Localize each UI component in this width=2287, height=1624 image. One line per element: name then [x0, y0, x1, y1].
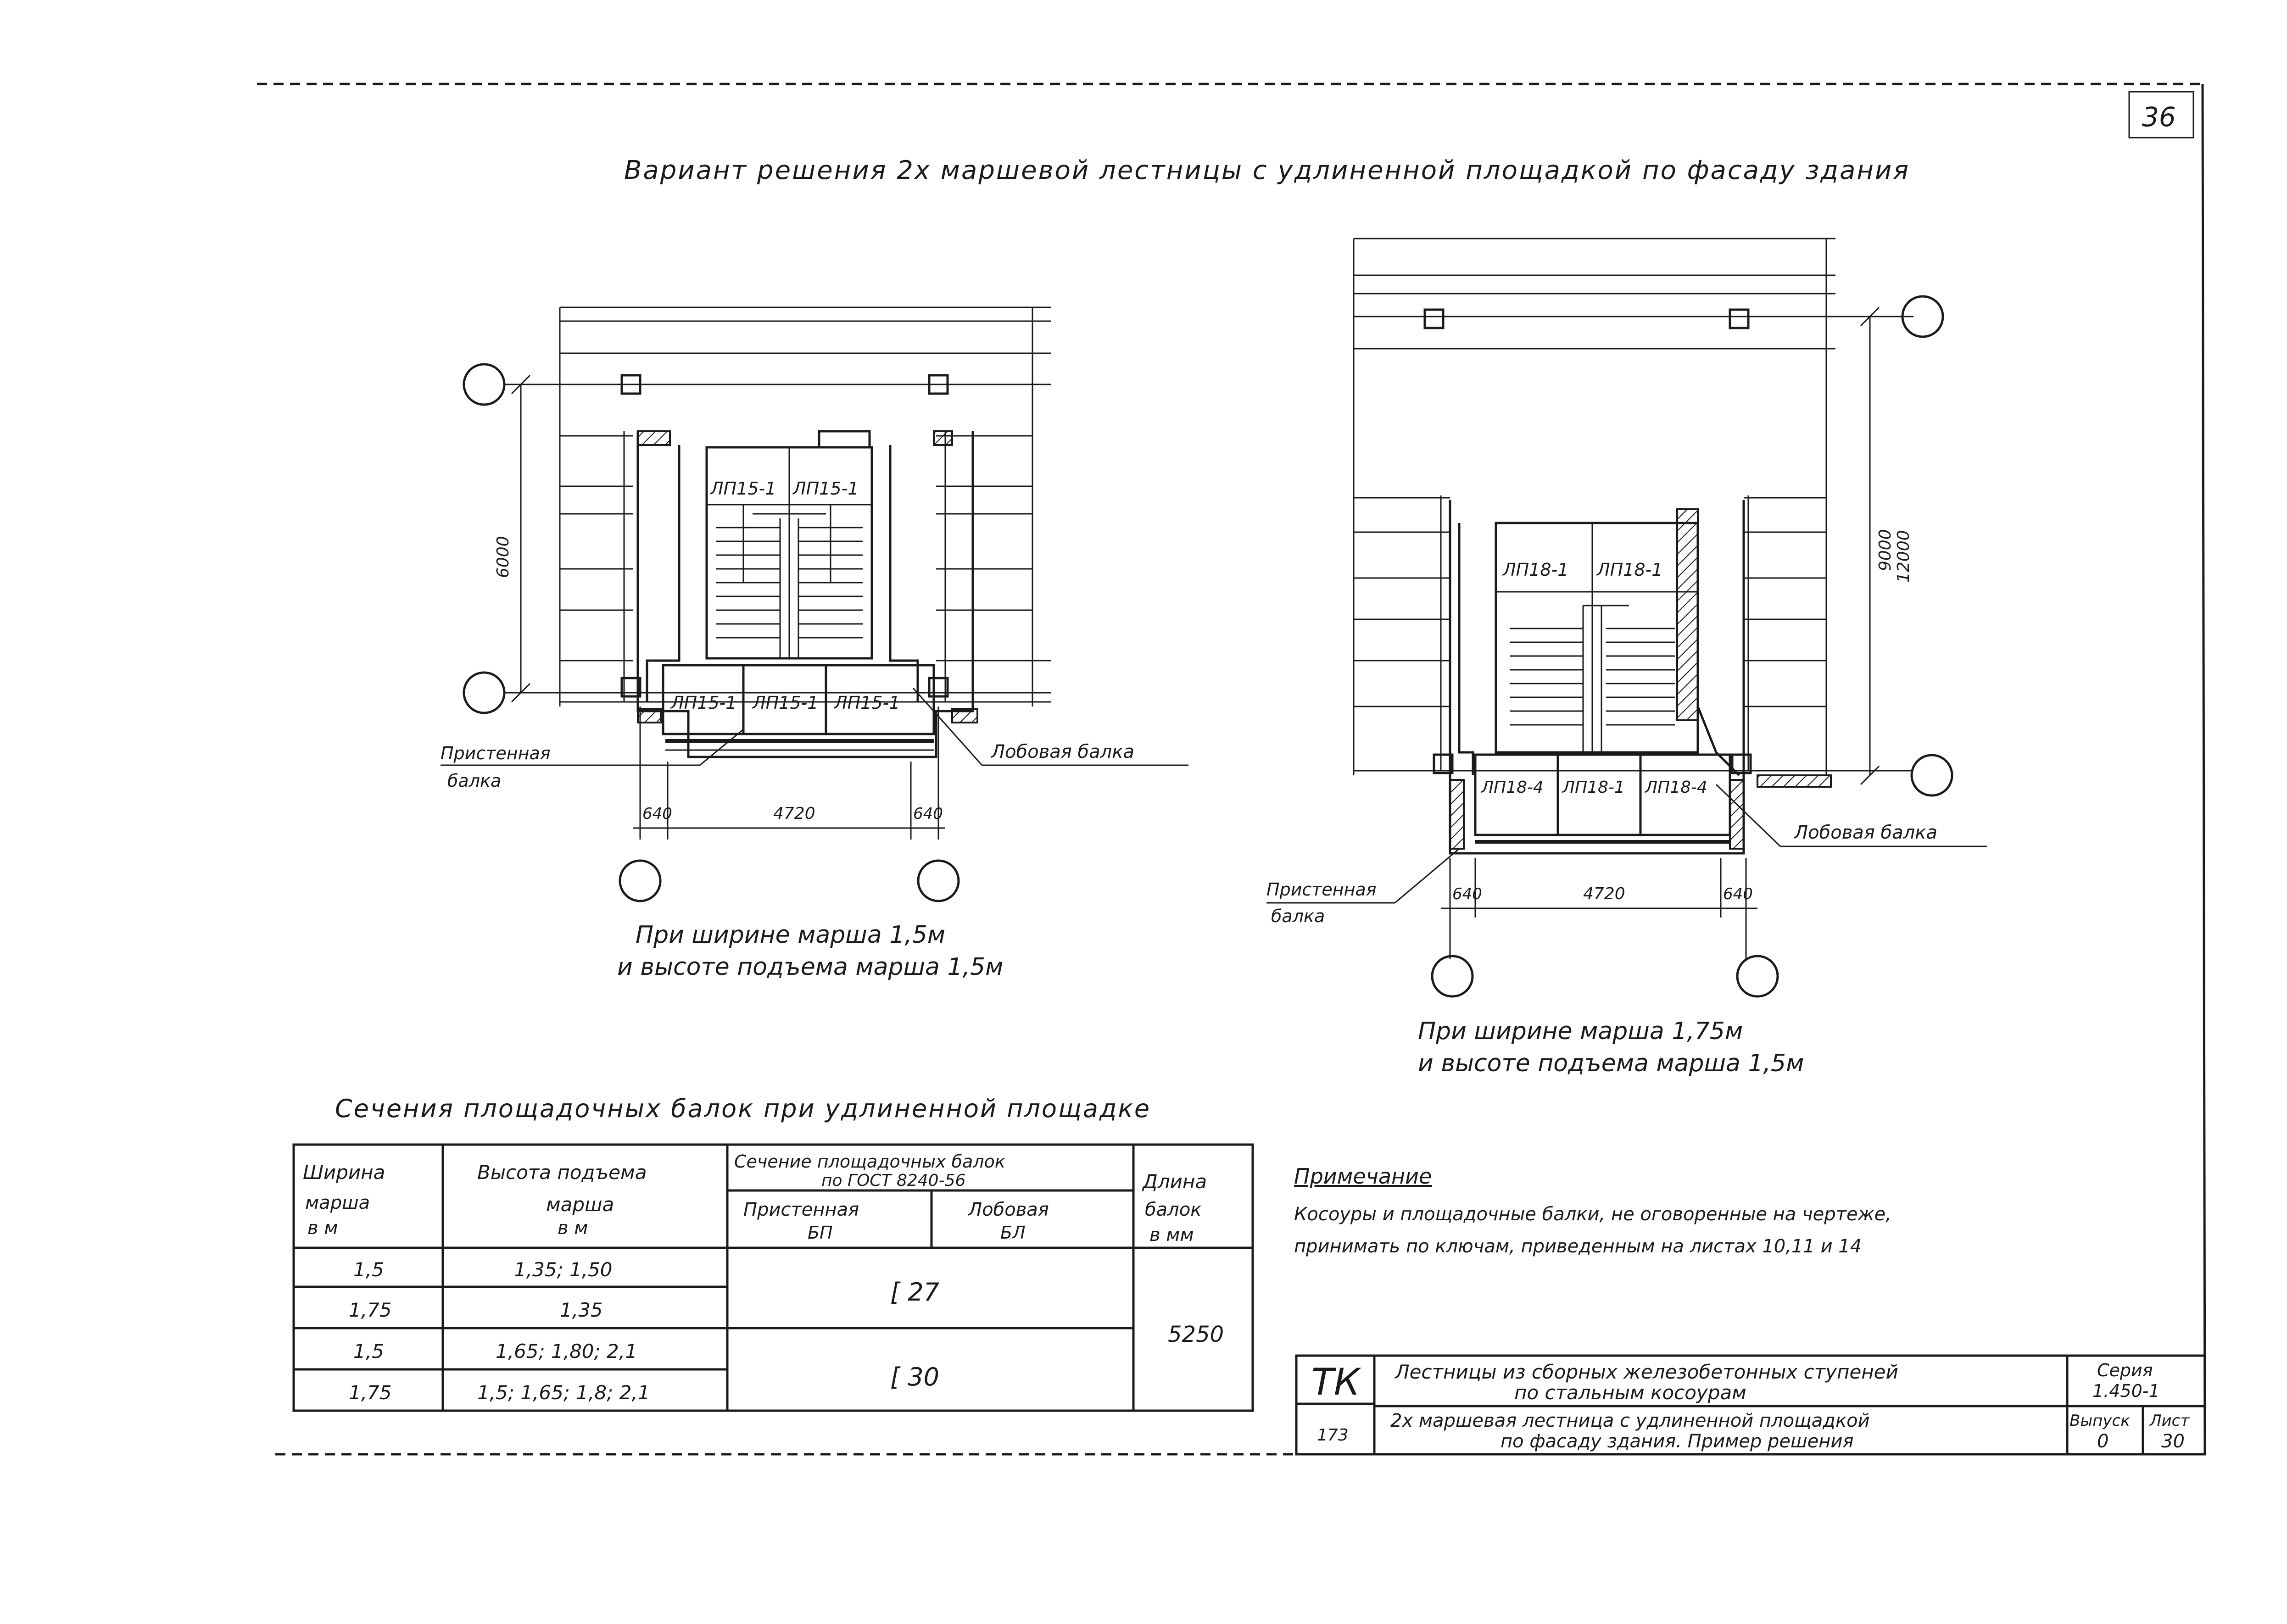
stamp-issue-value: 0: [2097, 1431, 2109, 1452]
wall-beam-label: Пристенная: [1266, 879, 1377, 900]
note-block: [1294, 1164, 1891, 1257]
panel-label: ЛП18-1: [1503, 560, 1569, 580]
dimension-right: 640: [1723, 885, 1753, 903]
dimension-left: 640: [1452, 885, 1482, 903]
panel-label: ЛП15-1: [710, 478, 776, 499]
stamp-issue-label: Выпуск: [2069, 1412, 2130, 1430]
stamp-series-value: 1.450-1: [2092, 1381, 2160, 1401]
beam-length: 5250: [1168, 1322, 1224, 1347]
dimension-right: 640: [913, 805, 943, 823]
stamp-description: по стальным косоурам: [1514, 1381, 1746, 1404]
stamp-sheet-value: 30: [2161, 1431, 2185, 1452]
header-length: в мм: [1149, 1224, 1194, 1246]
note-heading: Примечание: [1294, 1164, 1432, 1189]
beam-sections-table: [294, 1094, 1253, 1411]
header-front: Лобовая: [968, 1199, 1049, 1220]
table-cell-height: 1,5; 1,65; 1,8; 2,1: [477, 1381, 650, 1404]
panel-label: ЛП15-1: [753, 693, 819, 713]
table-cell-width: 1,5: [353, 1258, 384, 1281]
table-cell-width: 1,5: [353, 1340, 384, 1363]
header-height: в м: [558, 1218, 588, 1239]
stamp-description: 2х маршевая лестница с удлиненной площадкой: [1390, 1410, 1870, 1431]
wall-beam-label: балка: [447, 771, 502, 791]
right-plan-caption: и высоте подъема марша 1,5м: [1418, 1050, 1804, 1077]
panel-label: ЛП18-1: [1597, 560, 1663, 580]
header-height: марша: [546, 1193, 614, 1216]
header-front: БЛ: [1000, 1223, 1026, 1243]
stamp-org-code: 173: [1317, 1426, 1349, 1445]
header-section: Сечение площадочных балок: [734, 1151, 1005, 1172]
stamp-series-label: Серия: [2097, 1360, 2153, 1380]
left-plan-caption: При ширине марша 1,5м: [636, 921, 946, 949]
dimension-vertical-inner: 9000: [1876, 529, 1895, 571]
panel-label: ЛП18-4: [1645, 778, 1707, 797]
panel-label: ЛП18-4: [1481, 778, 1544, 797]
header-length: Длина: [1143, 1170, 1207, 1193]
front-beam-label: Лобовая балка: [991, 741, 1134, 762]
section-a: [ 27: [890, 1278, 939, 1307]
stamp-sheet-label: Лист: [2150, 1412, 2190, 1430]
dimension-vertical: 6000: [494, 536, 513, 578]
stamp-description: Лестницы из сборных железобетонных ступеней: [1395, 1361, 1898, 1383]
dimension-vertical-outer: 12000: [1894, 530, 1913, 583]
header-wall: Пристенная: [743, 1199, 859, 1220]
panel-label: ЛП15-1: [834, 693, 900, 713]
dimension-left: 640: [642, 805, 672, 823]
wall-beam-label: Пристенная: [441, 743, 551, 763]
header-section: по ГОСТ 8240-56: [821, 1171, 966, 1190]
note-text: Косоуры и площадочные балки, не оговоренные на чертеже,: [1294, 1204, 1891, 1225]
front-beam-label: Лобовая балка: [1794, 822, 1937, 843]
panel-label: ЛП15-1: [793, 478, 859, 499]
table-cell-height: 1,35; 1,50: [514, 1258, 613, 1281]
note-text: принимать по ключам, приведенным на листах 10,11 и 14: [1294, 1236, 1862, 1257]
header-wall: БП: [808, 1223, 833, 1243]
stamp-org: ТК: [1311, 1361, 1360, 1403]
drawing-title: Вариант решения 2х маршевой лестницы с удлиненной площадкой по фасаду здания: [624, 156, 1910, 185]
title-block-stamp: [1296, 1356, 2205, 1454]
sheet-corner-number: 36: [2142, 101, 2176, 133]
header-height: Высота подъема: [477, 1161, 647, 1184]
dimension-center: 4720: [773, 804, 815, 823]
table-cell-height: 1,65; 1,80; 2,1: [496, 1340, 637, 1363]
header-width: марша: [305, 1192, 370, 1213]
panel-label: ЛП15-1: [671, 693, 737, 713]
table-cell-width: 1,75: [349, 1381, 392, 1404]
left-plan-caption: и высоте подъема марша 1,5м: [617, 953, 1004, 981]
table-cell-height: 1,35: [560, 1299, 603, 1321]
panel-label: ЛП18-1: [1562, 778, 1625, 797]
dimension-center: 4720: [1583, 884, 1625, 903]
section-b: [ 30: [890, 1363, 939, 1391]
wall-beam-label: балка: [1271, 906, 1325, 926]
table-title: Сечения площадочных балок при удлиненной площадке: [335, 1094, 1151, 1123]
right-plan-caption: При ширине марша 1,75м: [1418, 1018, 1743, 1045]
header-width: в м: [307, 1218, 338, 1239]
stamp-description: по фасаду здания. Пример решения: [1500, 1431, 1854, 1452]
left-plan-labels: [441, 478, 1134, 981]
table-cell-width: 1,75: [349, 1299, 392, 1321]
header-length: балок: [1145, 1199, 1202, 1220]
header-width: Ширина: [303, 1161, 385, 1184]
